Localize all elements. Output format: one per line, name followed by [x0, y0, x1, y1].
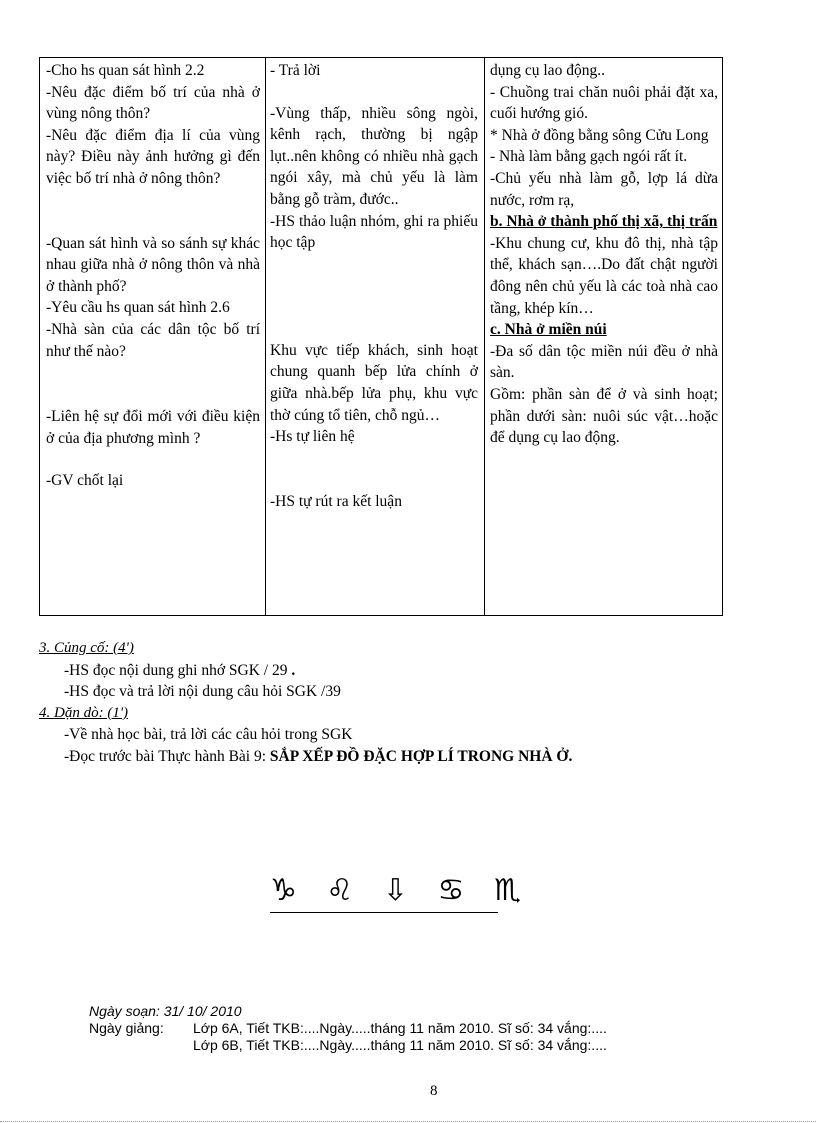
danдo-heading: 4. Dặn dò: (1') — [39, 705, 129, 721]
cungco-line-end: . — [287, 662, 296, 679]
ornament-glyphs-icon: ♑ ♌ ⇩ ♋ ♏ — [270, 873, 531, 908]
content-text: Gồm: phần sàn để ở và sinh hoạt; phần dưới sàn: nuôi súc vật…hoặc để dụng cụ lao động. — [490, 385, 718, 447]
page-number: 8 — [430, 1083, 438, 1099]
ornament-underline — [270, 912, 498, 913]
content-text: -Đa số dân tộc miền núi đều ở nhà sàn. — [490, 342, 718, 382]
section-heading-c: c. Nhà ở miền núi — [490, 321, 607, 339]
lesson-table — [39, 57, 723, 616]
ngay-soan: Ngày soạn: 31/ 10/ 2010 — [89, 1003, 242, 1019]
schedule-6b: Lớp 6B, Tiết TKB:....Ngày.....tháng 11 năm 2010. Sĩ số: 34 vắng:.... — [193, 1037, 607, 1053]
student-step: -Hs tự liên hệ — [270, 428, 355, 446]
column-divider — [265, 58, 266, 615]
column-divider — [484, 58, 485, 615]
page-bottom-border — [0, 1121, 816, 1122]
content-text: -Chủ yếu nhà làm gỗ, lợp lá dừa nước, rơm rạ, — [490, 169, 718, 209]
teacher-step: -Quan sát hình và so sánh sự khác nhau giữa nhà ở nông thôn và nhà ở thành phố? — [46, 234, 260, 295]
cungco-line: -HS đọc và trả lời nội dung câu hỏi SGK /39 — [64, 683, 341, 700]
next-lesson-title: SẮP XẾP ĐỒ ĐẶC HỢP LÍ TRONG NHÀ Ở. — [269, 748, 573, 765]
content-text: - Chuồng trai chăn nuôi phải đặt xa, cuối hướng gió. — [490, 83, 718, 123]
ngay-giang-label: Ngày giảng: — [89, 1020, 164, 1036]
teacher-step: -Nêu đặc điểm địa lí của vùng này? Điều này ảnh hưởng gì đến việc bố trí nhà ở nông thôn? — [46, 126, 260, 187]
content-text: - Nhà làm bằng gạch ngói rất ít. — [490, 148, 688, 166]
cungco-line-text: -HS đọc nội dung ghi nhớ SGK / 29 — [64, 662, 288, 679]
content-text: dụng cụ lao động.. — [490, 62, 605, 79]
content-text: * Nhà ở đồng bằng sông Cửu Long — [490, 126, 709, 144]
teacher-step: -Liên hệ sự đổi mới với điều kiện ở của địa phương mình ? — [46, 408, 260, 447]
student-step: -Vùng thấp, nhiều sông ngòi, kênh rạch, thường bị ngập lụt..nên không có nhiều nhà gạch ngói xây, mà chủ yếu là làm bằng gỗ tràm, đước.. — [270, 104, 478, 208]
student-step: -HS thảo luận nhóm, ghi ra phiếu học tập — [270, 212, 478, 252]
teacher-step: -Nêu đặc điểm bố trí của nhà ở vùng nông thôn? — [46, 83, 260, 123]
decorative-ornament — [270, 873, 531, 915]
danдo-line-prefix: -Đọc trước bài Thực hành Bài 9: — [64, 748, 270, 765]
danдo-line: -Về nhà học bài, trả lời các câu hỏi trong SGK — [64, 726, 353, 743]
teacher-step: -Nhà sàn của các dân tộc bố trí như thế nào? — [46, 320, 260, 360]
student-activity-column — [270, 60, 478, 512]
teacher-step: -Yêu cầu hs quan sát hình 2.6 — [46, 299, 230, 317]
schedule-6a: Lớp 6A, Tiết TKB:....Ngày.....tháng 11 năm 2010. Sĩ số: 34 vắng:.... — [193, 1020, 607, 1036]
content-column — [490, 60, 718, 449]
section-heading-b: b. Nhà ở thành phố thị xã, thị trấn — [490, 213, 718, 231]
cungco-line — [64, 661, 295, 681]
content-text: -Khu chung cư, khu đô thị, nhà tập thể, khách sạn….Do đất chật người đông nên chủ yếu là các toà nhà cao tầng, khép kín… — [490, 234, 718, 317]
student-step: - Trả lời — [270, 62, 321, 79]
teacher-activity-column — [46, 60, 260, 492]
student-step: Khu vực tiếp khách, sinh hoạt chung quanh bếp lửa chính ở giữa nhà.bếp lửa phụ, khu vực thờ cúng tổ tiên, chỗ ngủ… — [270, 341, 478, 424]
danдo-line — [64, 747, 572, 767]
teacher-step: -Cho hs quan sát hình 2.2 — [46, 62, 205, 79]
student-step: -HS tự rút ra kết luận — [270, 492, 402, 510]
teacher-step: -GV chốt lại — [46, 472, 124, 490]
cungco-heading: 3. Củng cố: (4') — [39, 640, 134, 656]
